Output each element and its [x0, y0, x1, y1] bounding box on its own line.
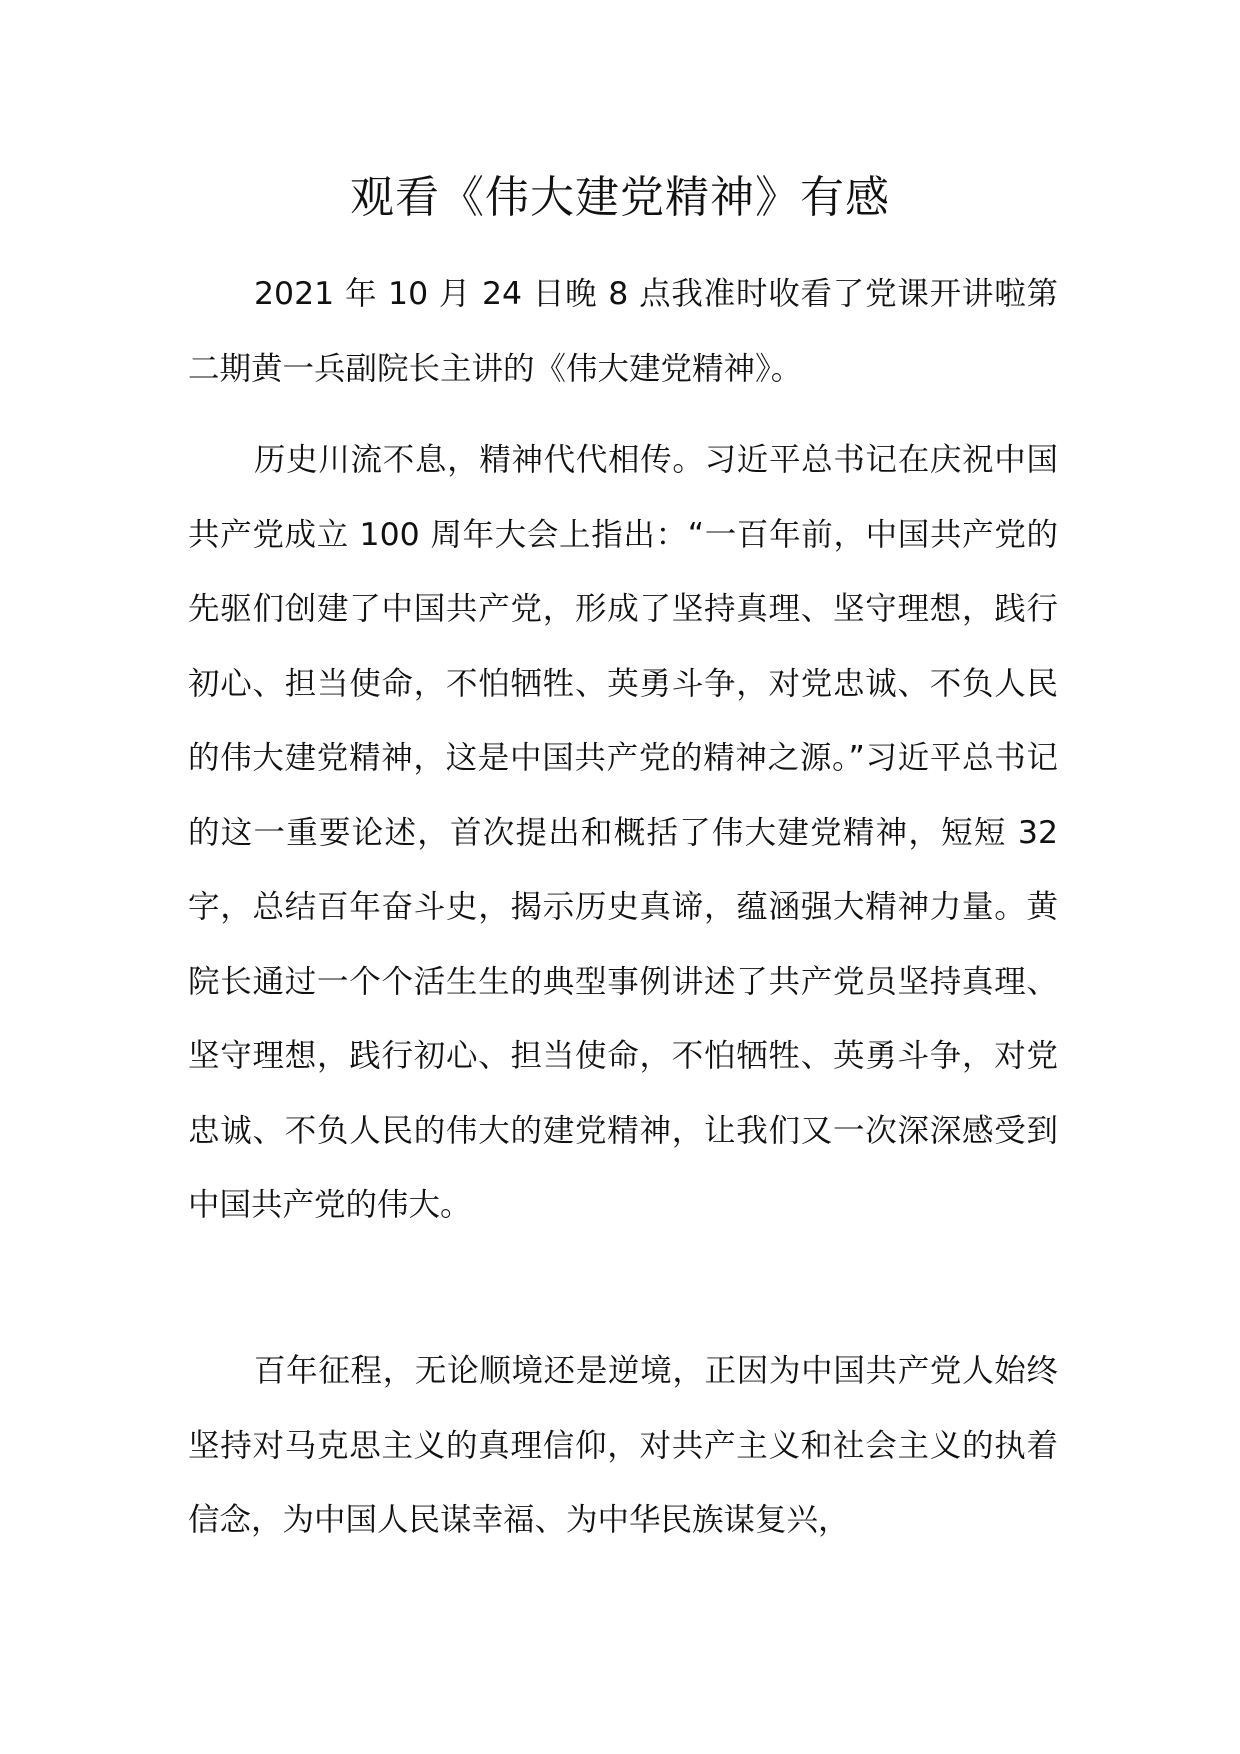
paragraph-1: 2021 年 10 月 24 日晚 8 点我准时收看了党课开讲啦第二期黄一兵副院长主讲的《伟大建党精神》。 [188, 276, 1058, 387]
document-title: 观看《伟大建党精神》有感 [350, 172, 890, 223]
paragraph-2: 历史川流不息，精神代代相传。习近平总书记在庆祝中国共产党成立 100 周年大会上指出：“一百年前，中国共产党的先驱们创建了中国共产党，形成了坚持真理、坚守理想，践行初心、担当使命，不怕牺牲、英勇斗争，对党忠诚、不负人民的伟大建党精神，这是中国共产党的精神之源。”习近平总书记的这一重要论述，首次提出和概括了伟大建党精神，短短 32 字，总结百年奋斗史，揭示历史真谛，蕴涵强大精神力量。黄院长通过一个个活生生的典型事例讲述了共产党员坚持真理、坚守理想，践行初心、担当使命，不怕牺牲、英勇斗争，对党忠诚、不负人民的伟大的建党精神，让我们又一次深深感受到中国共产党的伟大。 [188, 442, 1058, 1223]
paragraph-3: 百年征程，无论顺境还是逆境，正因为中国共产党人始终坚持对马克思主义的真理信仰，对共产主义和社会主义的执着信念，为中国人民谋幸福、为中华民族谋复兴， [188, 1353, 1058, 1538]
